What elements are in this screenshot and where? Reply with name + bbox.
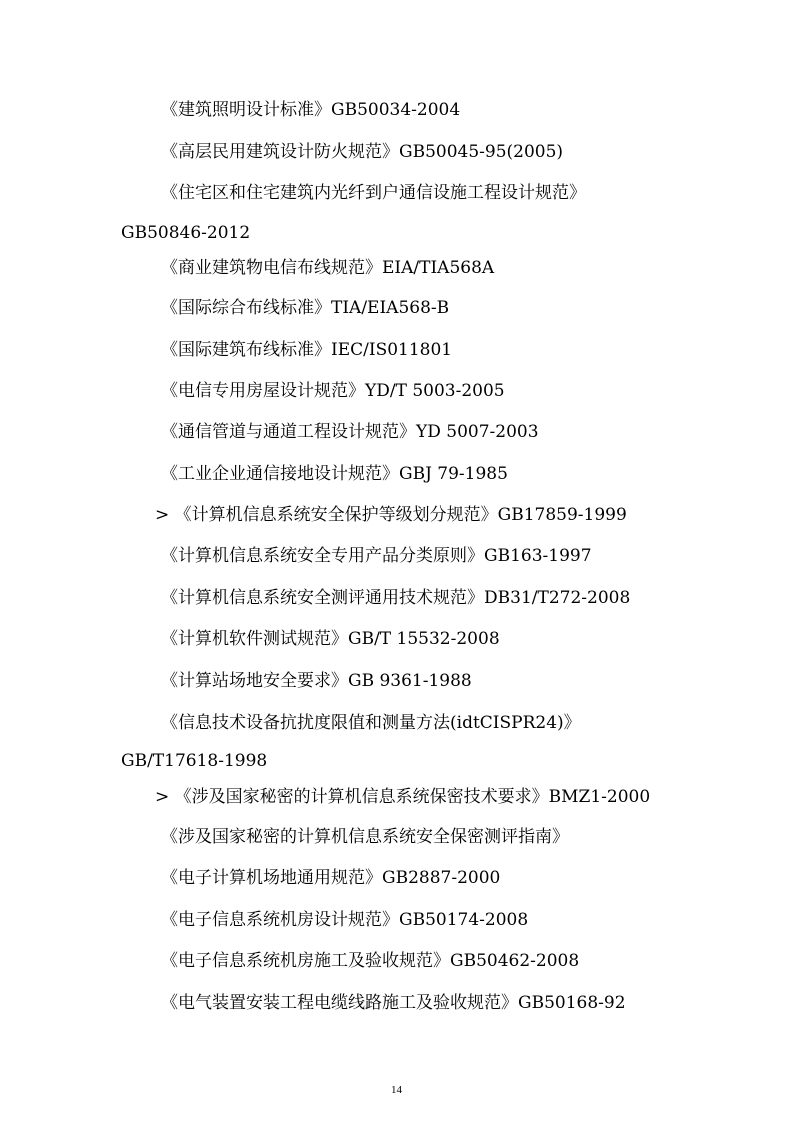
standard-line-11: 《计算机信息系统安全专用产品分类原则》GB163-1997 bbox=[161, 546, 592, 566]
standard-line-20: 《电子信息系统机房施工及验收规范》GB50462-2008 bbox=[161, 951, 580, 971]
standard-line-13: 《计算机软件测试规范》GB/T 15532-2008 bbox=[161, 629, 500, 649]
standard-line-1: 《建筑照明设计标准》GB50034-2004 bbox=[161, 100, 461, 120]
standard-line-4: 《商业建筑物电信布线规范》EIA/TIA568A bbox=[161, 258, 495, 278]
standard-line-9: 《工业企业通信接地设计规范》GBJ 79-1985 bbox=[161, 464, 508, 484]
standard-line-8: 《通信管道与通道工程设计规范》YD 5007-2003 bbox=[161, 422, 539, 442]
standard-line-3: 《住宅区和住宅建筑内光纤到户通信设施工程设计规范》 bbox=[161, 183, 586, 203]
standard-line-6: 《国际建筑布线标准》IEC/IS011801 bbox=[161, 340, 453, 360]
standard-line-16: > 《涉及国家秘密的计算机信息系统保密技术要求》BMZ1-2000 bbox=[155, 787, 651, 807]
standard-line-18: 《电子计算机场地通用规范》GB2887-2000 bbox=[161, 868, 501, 888]
standard-line-14: 《计算站场地安全要求》GB 9361-1988 bbox=[161, 671, 472, 691]
standard-line-21: 《电气装置安装工程电缆线路施工及验收规范》GB50168-92 bbox=[161, 993, 626, 1013]
standard-line-3-continued: GB50846-2012 bbox=[121, 223, 251, 243]
standard-line-5: 《国际综合布线标准》TIA/EIA568-B bbox=[161, 298, 450, 318]
page-number: 14 bbox=[391, 1084, 402, 1096]
standard-line-7: 《电信专用房屋设计规范》YD/T 5003-2005 bbox=[161, 381, 505, 401]
standard-line-17: 《涉及国家秘密的计算机信息系统安全保密测评指南》 bbox=[161, 827, 569, 847]
standard-line-15-continued: GB/T17618-1998 bbox=[121, 751, 268, 771]
standard-line-12: 《计算机信息系统安全测评通用技术规范》DB31/T272-2008 bbox=[161, 588, 631, 608]
standard-line-19: 《电子信息系统机房设计规范》GB50174-2008 bbox=[161, 910, 529, 930]
standard-line-2: 《高层民用建筑设计防火规范》GB50045-95(2005) bbox=[161, 142, 564, 162]
standard-line-15: 《信息技术设备抗扰度限值和测量方法(idtCISPR24)》 bbox=[161, 713, 581, 733]
standard-line-10: > 《计算机信息系统安全保护等级划分规范》GB17859-1999 bbox=[155, 505, 627, 525]
